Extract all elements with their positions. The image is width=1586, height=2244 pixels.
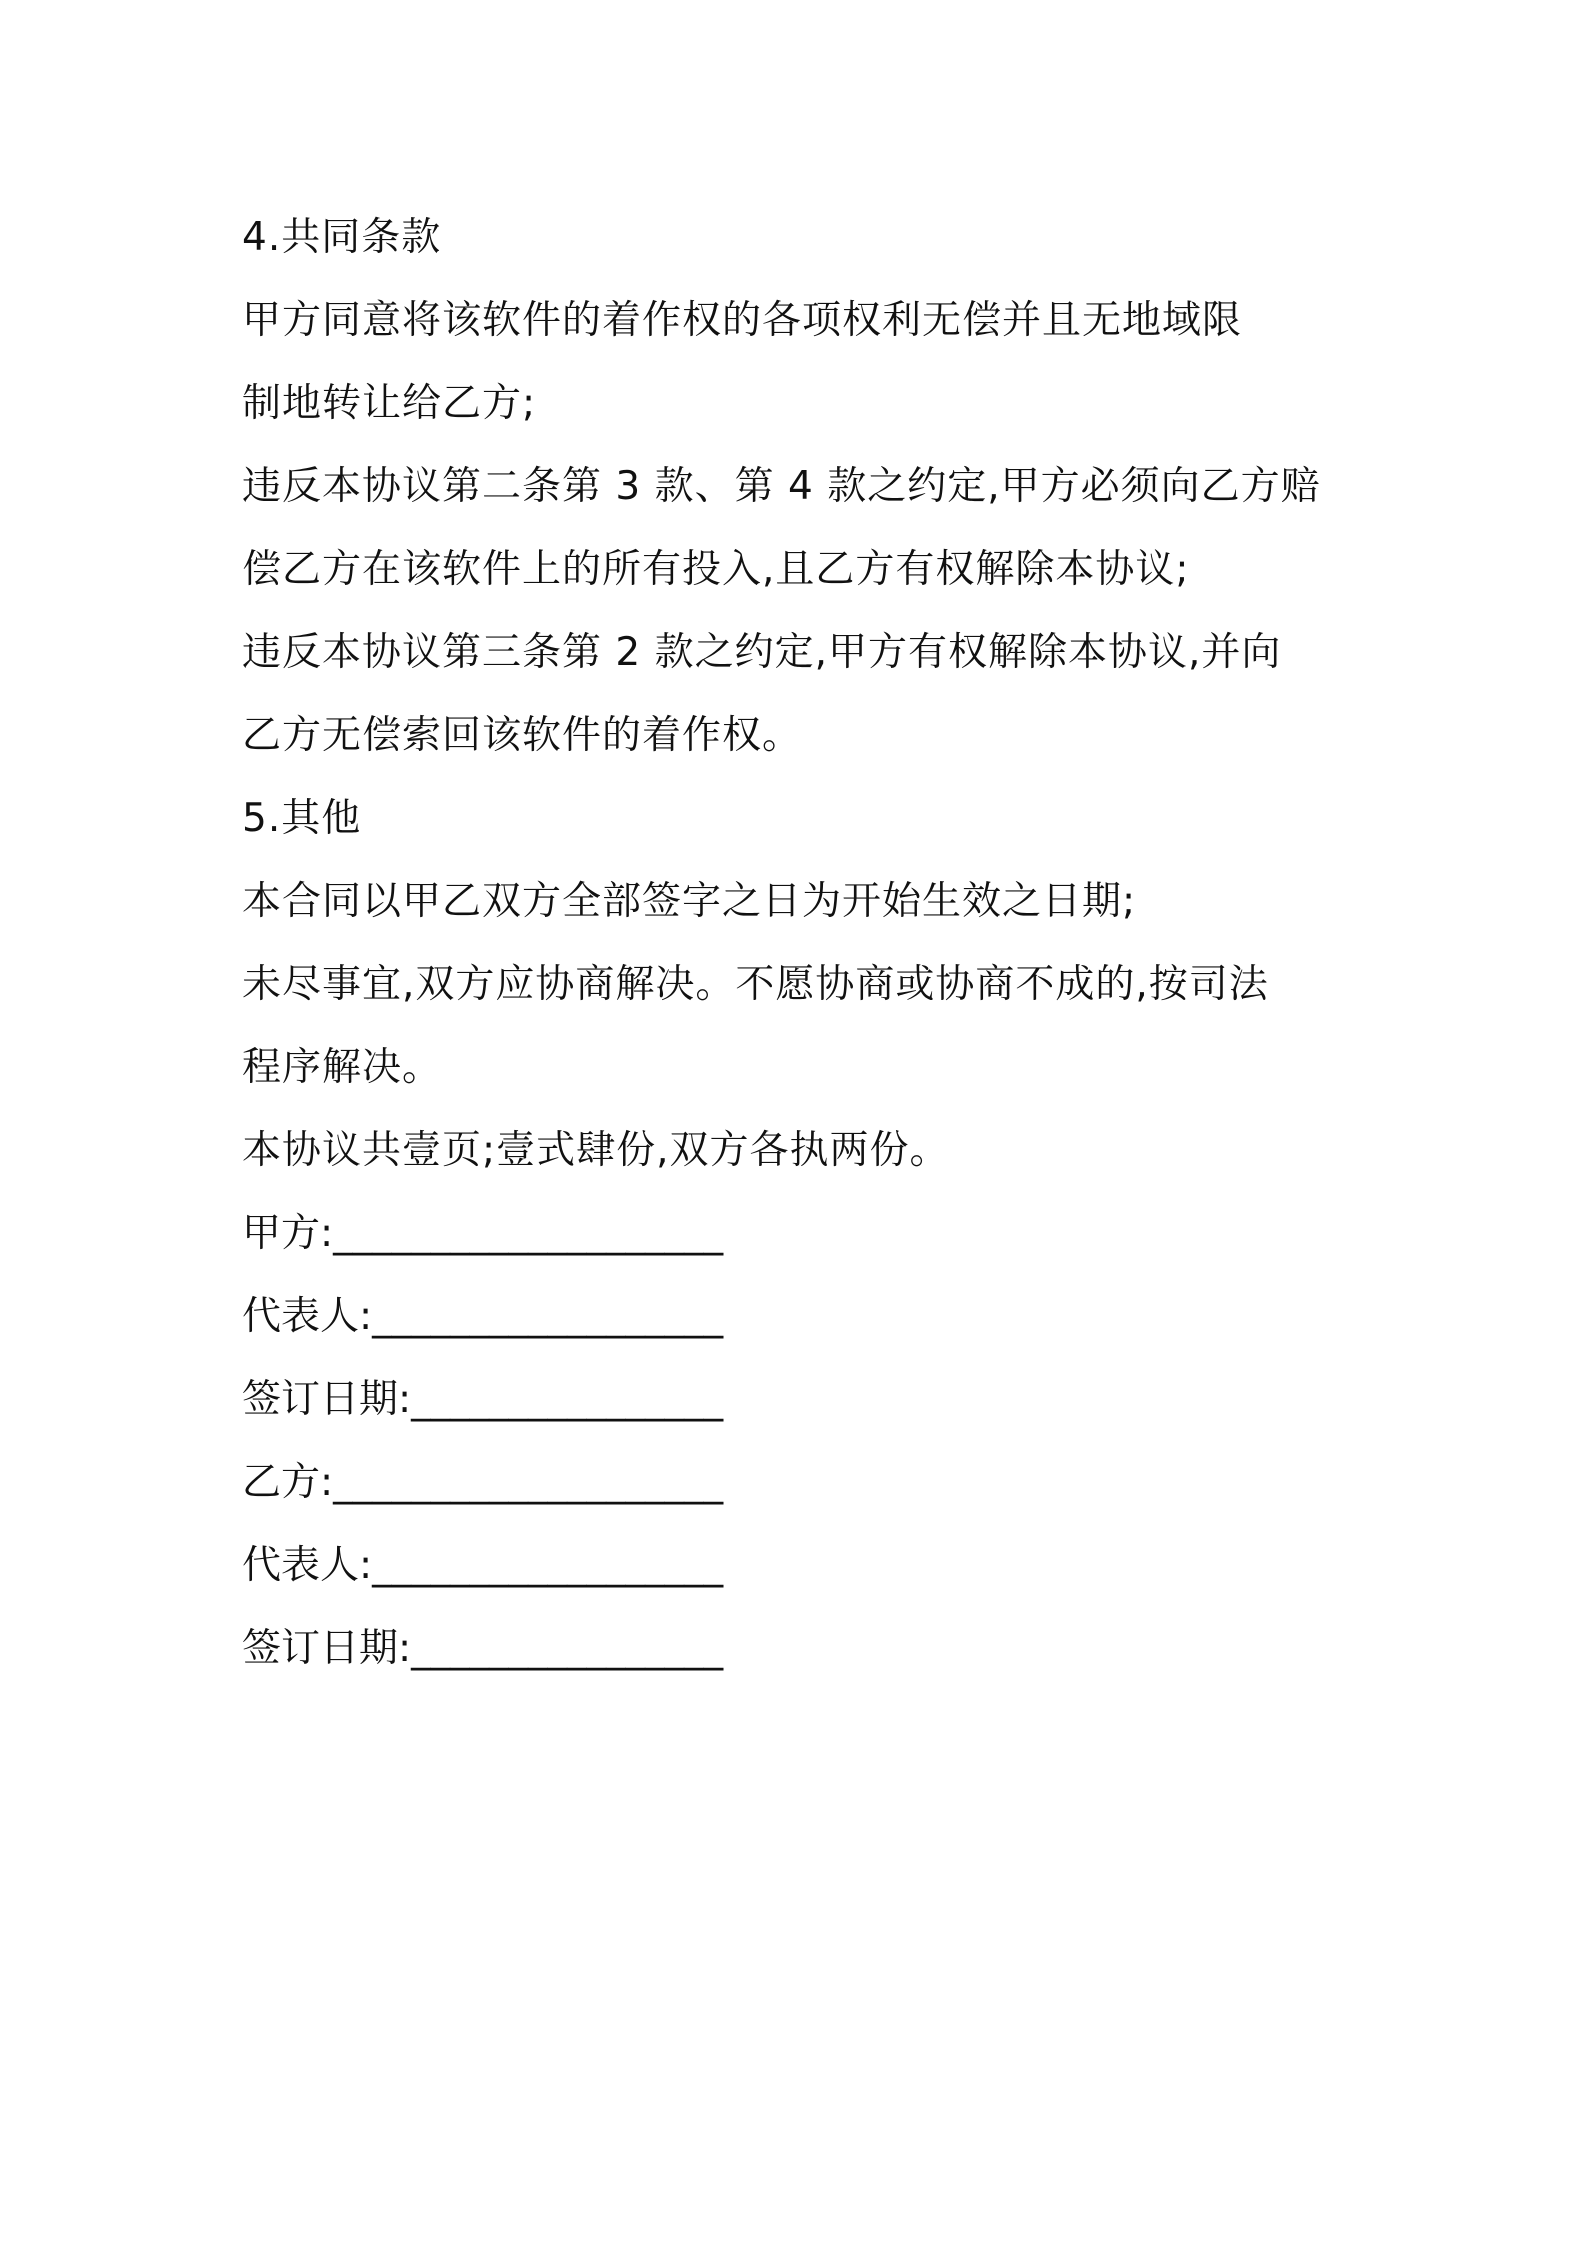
- paragraph-line: 本协议共壹页;壹式肆份,双方各执两份。: [242, 1128, 950, 1173]
- signature-date-a: 签订日期:________________: [242, 1377, 724, 1422]
- paragraph-line: 违反本协议第三条第 2 款之约定,甲方有权解除本协议,并向: [242, 630, 1282, 675]
- paragraph-line: 本合同以甲乙双方全部签字之日为开始生效之日期;: [242, 879, 1137, 924]
- signature-party-a: 甲方:____________________: [242, 1211, 724, 1256]
- paragraph-line: 未尽事宜,双方应协商解决。不愿协商或协商不成的,按司法: [242, 962, 1269, 1007]
- paragraph-line: 制地转让给乙方;: [242, 381, 537, 426]
- paragraph-line: 违反本协议第二条第 3 款、第 4 款之约定,甲方必须向乙方赔: [242, 464, 1321, 509]
- signature-representative-a: 代表人:__________________: [242, 1294, 724, 1339]
- paragraph-line: 甲方同意将该软件的着作权的各项权利无偿并且无地域限: [242, 298, 1243, 343]
- section-heading-common-terms: 4.共同条款: [242, 215, 442, 260]
- signature-party-b: 乙方:____________________: [242, 1460, 724, 1505]
- section-heading-other: 5.其他: [242, 796, 362, 841]
- paragraph-line: 程序解决。: [242, 1045, 443, 1090]
- signature-date-b: 签订日期:________________: [242, 1626, 724, 1671]
- paragraph-line: 偿乙方在该软件上的所有投入,且乙方有权解除本协议;: [242, 547, 1190, 592]
- signature-representative-b: 代表人:__________________: [242, 1543, 724, 1588]
- paragraph-line: 乙方无偿索回该软件的着作权。: [242, 713, 803, 758]
- document-page: [242, 196, 1362, 1690]
